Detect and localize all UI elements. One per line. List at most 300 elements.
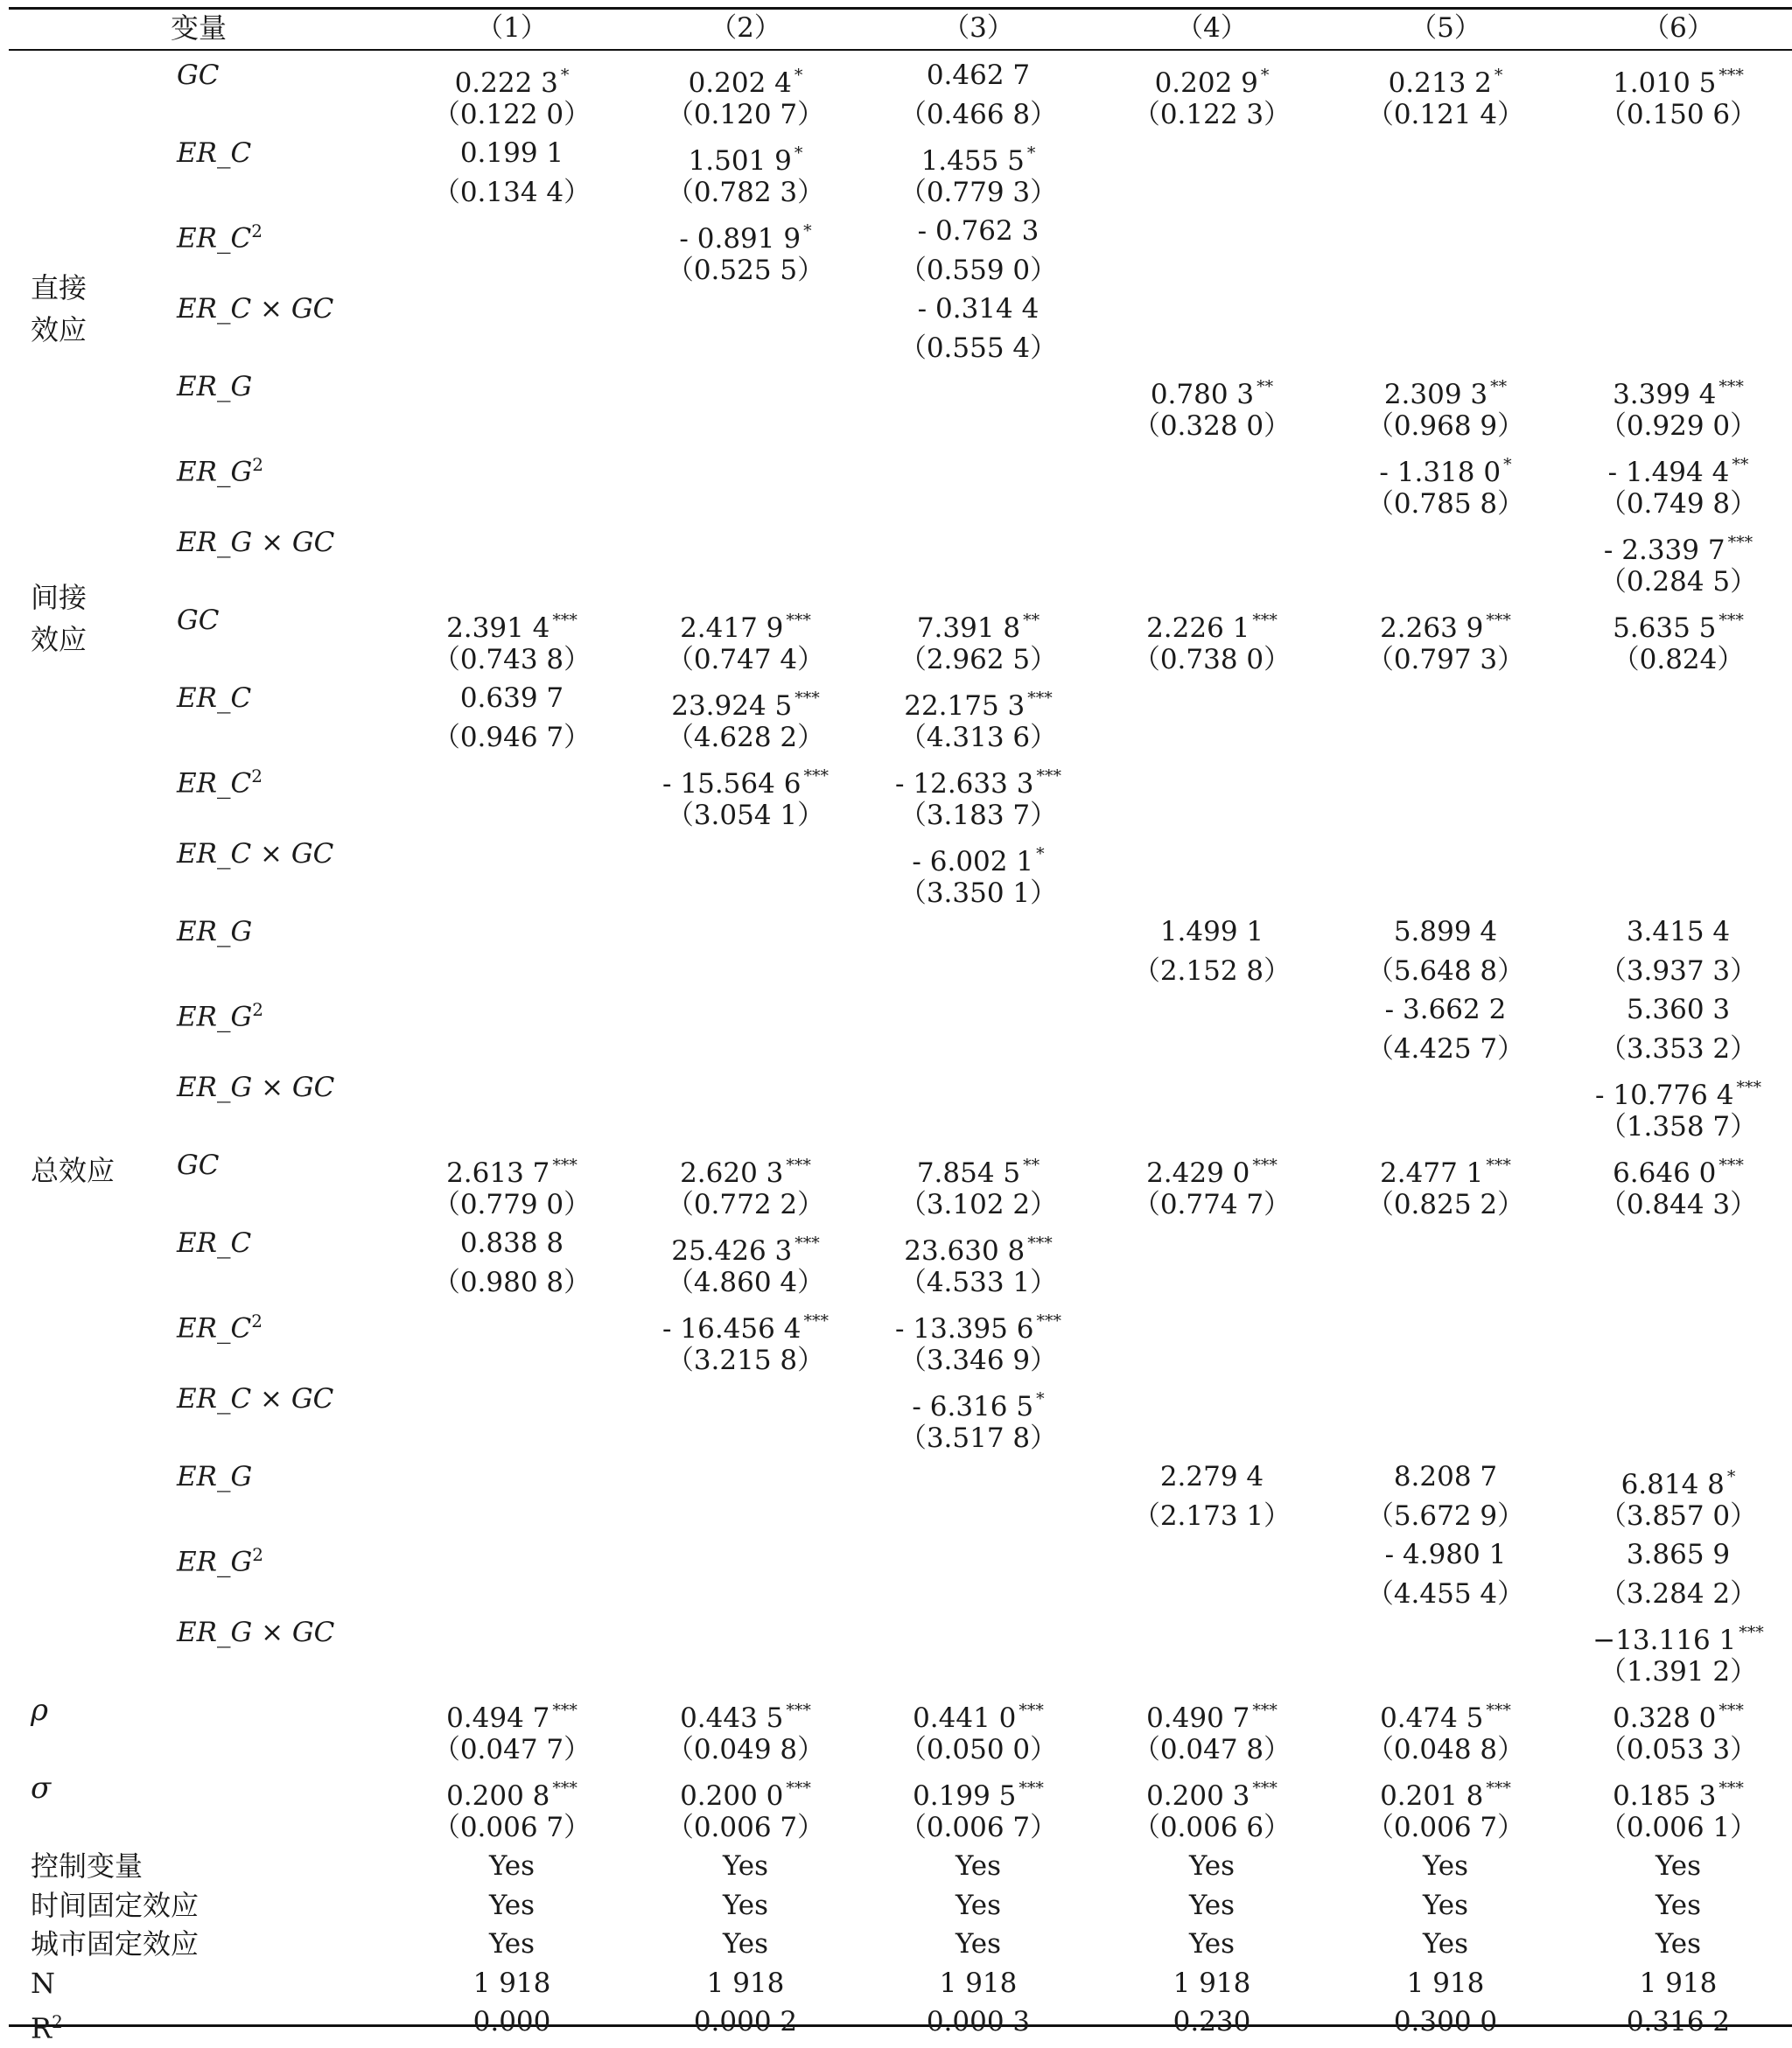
significance-stars: ** xyxy=(1023,611,1040,630)
stat-label: σ xyxy=(31,1771,52,1806)
coef-value: 1.010 5 xyxy=(1613,67,1717,99)
std-error-cell: （3.350 1） xyxy=(899,877,1058,909)
variable-text: ER_G xyxy=(177,1546,253,1578)
std-error-cell: （0.150 6） xyxy=(1599,98,1758,130)
stat-std-error-cell: （0.006 1） xyxy=(1599,1811,1758,1843)
std-error-cell: （4.425 7） xyxy=(1366,1032,1525,1065)
bottom-rule xyxy=(9,2024,1792,2027)
coef-value: 6.814 8 xyxy=(1620,1469,1725,1500)
std-error-cell: （0.824） xyxy=(1612,643,1745,675)
footer-value: Yes xyxy=(488,1889,536,1921)
footer-label-text: N xyxy=(31,1966,55,2000)
variable-name xyxy=(177,601,219,640)
coefficient-cell xyxy=(895,757,1061,800)
significance-stars: * xyxy=(1036,1389,1045,1408)
coefficient-cell xyxy=(460,134,564,172)
significance-stars: *** xyxy=(1252,1156,1278,1175)
coefficient-cell xyxy=(679,212,812,255)
footer-value: 1 918 xyxy=(1172,1967,1251,1999)
significance-stars: *** xyxy=(1018,1701,1044,1720)
footer-label-text: 控制变量 xyxy=(31,1849,144,1883)
coef-value: 0.201 8 xyxy=(1380,1780,1484,1812)
variable-text: ER_C × GC xyxy=(177,1383,334,1415)
variable-name xyxy=(177,1224,251,1262)
coef-value: 3.865 9 xyxy=(1626,1539,1731,1570)
coefficient-cell xyxy=(927,56,1030,94)
stat-coefficient-cell xyxy=(446,1691,578,1734)
std-error-cell: （0.122 3） xyxy=(1132,98,1292,130)
footer-label xyxy=(31,1925,199,1963)
variable-text: ER_G × GC xyxy=(177,1072,335,1103)
significance-stars: *** xyxy=(803,1311,829,1331)
footer-value: Yes xyxy=(488,1850,536,1882)
significance-stars: *** xyxy=(552,1701,578,1720)
coef-value: 1.499 1 xyxy=(1159,916,1264,947)
coefficient-cell xyxy=(454,56,570,99)
coef-value: 23.630 8 xyxy=(904,1235,1026,1267)
coefficient-cell xyxy=(895,1302,1061,1345)
coef-value: 2.263 9 xyxy=(1380,612,1484,644)
std-error-cell: （4.313 6） xyxy=(899,721,1058,753)
std-error-cell: （3.346 9） xyxy=(899,1344,1058,1376)
coef-value: 7.391 8 xyxy=(916,612,1021,644)
coef-value: 5.899 4 xyxy=(1393,916,1498,947)
coef-value: 0.462 7 xyxy=(926,59,1031,91)
stat-std-error-cell: （0.006 6） xyxy=(1132,1811,1292,1843)
significance-stars: *** xyxy=(1718,377,1744,396)
coefficient-cell xyxy=(1592,1613,1764,1656)
variable-text: ER_C xyxy=(177,682,252,714)
significance-stars: *** xyxy=(786,1779,811,1798)
footer-value: Yes xyxy=(955,1850,1002,1882)
stat-coefficient-cell xyxy=(1380,1691,1511,1734)
std-error-cell: （4.860 4） xyxy=(666,1266,825,1298)
coef-value: 23.924 5 xyxy=(671,690,793,722)
coefficient-cell xyxy=(1146,601,1278,644)
coefficient-cell xyxy=(446,1146,578,1189)
footer-value: Yes xyxy=(1188,1850,1236,1882)
coef-value: 5.635 5 xyxy=(1613,612,1717,644)
significance-stars: *** xyxy=(786,611,811,630)
significance-stars: *** xyxy=(1718,66,1744,85)
coef-value: 0.838 8 xyxy=(459,1227,564,1259)
footer-value: Yes xyxy=(722,1889,769,1921)
std-error-cell: （0.747 4） xyxy=(666,643,825,675)
stat-coefficient-cell xyxy=(1146,1769,1278,1812)
coef-value: 1.501 9 xyxy=(688,145,792,177)
std-error-cell: （0.738 0） xyxy=(1132,643,1292,675)
variable-name xyxy=(177,1535,263,1578)
coefficient-cell xyxy=(1627,1535,1730,1574)
variable-name xyxy=(177,1457,252,1496)
significance-stars: *** xyxy=(803,766,829,786)
footer-value: 0.000 2 xyxy=(693,2006,798,2038)
coef-value: - 0.891 9 xyxy=(679,223,802,255)
std-error-cell: （0.779 3） xyxy=(899,176,1058,208)
variable-text: ER_G xyxy=(177,371,253,402)
header-rule xyxy=(9,49,1792,51)
coefficient-cell xyxy=(1627,990,1730,1029)
footer-value: 0.000 3 xyxy=(926,2006,1031,2038)
std-error-cell: （3.517 8） xyxy=(899,1422,1058,1454)
std-error-cell: （0.525 5） xyxy=(666,254,825,286)
std-error-cell: （0.743 8） xyxy=(432,643,592,675)
significance-stars: *** xyxy=(1486,1779,1511,1798)
group-label-line: 效应 xyxy=(31,313,88,346)
stat-coefficient-cell xyxy=(680,1769,811,1812)
coef-value: - 16.456 4 xyxy=(662,1313,802,1345)
coef-value: 0.639 7 xyxy=(459,682,564,714)
stat-std-error-cell: （0.047 7） xyxy=(432,1733,592,1765)
footer-value: Yes xyxy=(1188,1889,1236,1921)
coefficient-cell xyxy=(1383,367,1508,410)
std-error-cell: （0.779 0） xyxy=(432,1188,592,1220)
coefficient-cell xyxy=(662,1302,829,1345)
significance-stars: *** xyxy=(1036,1311,1061,1331)
coefficient-cell xyxy=(662,757,829,800)
stat-label: ρ xyxy=(31,1693,48,1728)
significance-stars: *** xyxy=(1252,1701,1278,1720)
coefficient-cell xyxy=(1613,601,1744,644)
variable-text: GC xyxy=(177,59,220,91)
std-error-cell: （3.054 1） xyxy=(666,799,825,831)
significance-stars: ** xyxy=(1023,1156,1040,1175)
coefficient-cell xyxy=(916,1146,1040,1189)
coef-value: 0.494 7 xyxy=(446,1702,550,1734)
std-error-cell: （0.284 5） xyxy=(1599,565,1758,598)
coefficient-cell xyxy=(446,601,578,644)
significance-stars: * xyxy=(560,66,570,85)
std-error-cell: （3.215 8） xyxy=(666,1344,825,1376)
footer-value: 1 918 xyxy=(1639,1967,1718,1999)
coef-value: 6.646 0 xyxy=(1613,1157,1717,1189)
variable-name xyxy=(177,290,333,328)
significance-stars: * xyxy=(1503,455,1512,474)
variable-name xyxy=(177,1146,219,1185)
coef-value: - 4.980 1 xyxy=(1384,1539,1507,1570)
std-error-cell: （5.672 9） xyxy=(1366,1499,1525,1532)
std-error-cell: （0.328 0） xyxy=(1132,409,1292,442)
coef-value: 5.360 3 xyxy=(1626,994,1731,1025)
stat-coefficient-cell xyxy=(1146,1691,1278,1734)
coef-value: - 10.776 4 xyxy=(1595,1080,1734,1111)
coef-value: - 2.339 7 xyxy=(1603,535,1726,566)
coefficient-cell xyxy=(671,679,820,722)
coef-value: - 1.494 4 xyxy=(1607,457,1730,488)
footer-label-text: R xyxy=(31,2011,52,2045)
coefficient-cell xyxy=(1380,1146,1511,1189)
std-error-cell: （2.962 5） xyxy=(899,643,1058,675)
variable-exponent: 2 xyxy=(251,1311,262,1332)
coefficient-cell xyxy=(1613,1146,1744,1189)
coefficient-cell xyxy=(1394,1457,1497,1496)
coefficient-cell xyxy=(1146,1146,1278,1189)
std-error-cell: （0.122 0） xyxy=(432,98,592,130)
footer-value: Yes xyxy=(1655,1850,1702,1882)
variable-name xyxy=(177,1068,334,1107)
significance-stars: *** xyxy=(786,1701,811,1720)
stat-coefficient-cell xyxy=(1613,1691,1744,1734)
std-error-cell: （2.173 1） xyxy=(1132,1499,1292,1532)
coefficient-cell xyxy=(904,1224,1053,1267)
std-error-cell: （0.120 7） xyxy=(666,98,825,130)
header-column: （1） xyxy=(476,12,548,44)
variable-text: ER_G xyxy=(177,1461,253,1492)
std-error-cell: （0.782 3） xyxy=(666,176,825,208)
footer-value: 0.230 xyxy=(1172,2006,1251,2038)
stat-std-error-cell: （0.049 8） xyxy=(666,1733,825,1765)
coefficient-cell xyxy=(1607,445,1749,488)
group-label-line: 效应 xyxy=(31,623,88,656)
std-error-cell: （0.929 0） xyxy=(1599,409,1758,442)
significance-stars: *** xyxy=(1036,766,1061,786)
coef-value: −13.116 1 xyxy=(1592,1625,1737,1656)
coefficient-cell xyxy=(1154,56,1270,99)
significance-stars: ** xyxy=(1256,377,1274,396)
coef-value: - 13.395 6 xyxy=(895,1313,1034,1345)
coef-value: 25.426 3 xyxy=(671,1235,793,1267)
coefficient-cell xyxy=(688,56,803,99)
coef-value: 1.455 5 xyxy=(920,145,1025,177)
variable-text: GC xyxy=(177,1150,220,1181)
stat-coefficient-cell xyxy=(913,1691,1044,1734)
stat-coefficient-cell xyxy=(1380,1769,1511,1812)
std-error-cell: （1.391 2） xyxy=(1599,1655,1758,1688)
footer-value: Yes xyxy=(1655,1928,1702,1960)
coefficient-cell xyxy=(904,679,1053,722)
stat-std-error-cell: （0.053 3） xyxy=(1599,1733,1758,1765)
variable-text: ER_C xyxy=(177,767,252,800)
footer-value: 1 918 xyxy=(706,1967,785,1999)
coef-value: 0.222 3 xyxy=(454,67,558,99)
std-error-cell: （5.648 8） xyxy=(1366,954,1525,987)
footer-value: 1 918 xyxy=(1406,1967,1485,1999)
coefficient-cell xyxy=(460,679,564,717)
significance-stars: ** xyxy=(1490,377,1508,396)
stat-coefficient-cell xyxy=(680,1691,811,1734)
variable-text: ER_G × GC xyxy=(177,527,335,558)
variable-name xyxy=(177,445,263,488)
coef-value: 22.175 3 xyxy=(904,690,1026,722)
std-error-cell: （0.774 7） xyxy=(1132,1188,1292,1220)
coef-value: 0.185 3 xyxy=(1613,1780,1717,1812)
variable-name xyxy=(177,1302,262,1345)
coef-value: 2.279 4 xyxy=(1159,1461,1264,1492)
std-error-cell: （2.152 8） xyxy=(1132,954,1292,987)
std-error-cell: （4.533 1） xyxy=(899,1266,1058,1298)
coef-value: 0.199 5 xyxy=(913,1780,1017,1812)
footer-value: Yes xyxy=(1422,1850,1469,1882)
significance-stars: *** xyxy=(1252,1779,1278,1798)
variable-name xyxy=(177,757,262,800)
footer-value: 0.316 2 xyxy=(1626,2006,1731,2038)
variable-exponent: 2 xyxy=(252,999,263,1020)
variable-text: ER_C xyxy=(177,1227,252,1259)
footer-value: Yes xyxy=(1655,1889,1702,1921)
significance-stars: *** xyxy=(1486,611,1511,630)
significance-stars: *** xyxy=(1718,1779,1744,1798)
footer-value: Yes xyxy=(722,1928,769,1960)
variable-text: ER_G xyxy=(177,916,253,947)
stat-std-error-cell: （0.050 0） xyxy=(899,1733,1058,1765)
footer-label xyxy=(31,2003,63,2045)
footer-label xyxy=(31,1847,143,1885)
coef-value: 0.443 5 xyxy=(680,1702,784,1734)
coefficient-cell xyxy=(1620,1457,1736,1500)
std-error-cell: （0.555 4） xyxy=(899,332,1058,364)
std-error-cell: （0.844 3） xyxy=(1599,1188,1758,1220)
coef-value: 0.441 0 xyxy=(913,1702,1017,1734)
significance-stars: *** xyxy=(1727,533,1754,552)
variable-text: ER_G × GC xyxy=(177,1617,335,1648)
significance-stars: *** xyxy=(786,1156,811,1175)
coefficient-cell xyxy=(920,134,1036,177)
std-error-cell: （0.785 8） xyxy=(1366,487,1525,520)
coefficient-cell xyxy=(460,1224,564,1262)
coefficient-cell xyxy=(916,601,1040,644)
significance-stars: *** xyxy=(1027,1234,1053,1253)
footer-value: Yes xyxy=(1422,1928,1469,1960)
significance-stars: *** xyxy=(794,1234,820,1253)
coef-value: 2.391 4 xyxy=(446,612,550,644)
std-error-cell: （0.559 0） xyxy=(899,254,1058,286)
significance-stars: *** xyxy=(1018,1779,1044,1798)
footer-value: 1 918 xyxy=(472,1967,551,1999)
variable-exponent: 2 xyxy=(252,1544,263,1565)
coef-value: 0.200 3 xyxy=(1146,1780,1250,1812)
significance-stars: *** xyxy=(1486,1701,1511,1720)
std-error-cell: （0.968 9） xyxy=(1366,409,1525,442)
stat-std-error-cell: （0.047 8） xyxy=(1132,1733,1292,1765)
header-column: （2） xyxy=(710,12,781,44)
group-label-line: 总效应 xyxy=(31,1154,116,1187)
header-column: （4） xyxy=(1176,12,1248,44)
significance-stars: *** xyxy=(1736,1078,1761,1097)
footer-value: Yes xyxy=(488,1928,536,1960)
coef-value: - 3.662 2 xyxy=(1384,994,1507,1025)
variable-name xyxy=(177,367,252,406)
coefficient-cell xyxy=(918,290,1040,328)
coefficient-cell xyxy=(1394,912,1497,951)
coefficient-cell xyxy=(1150,367,1274,410)
variable-text: ER_C xyxy=(177,137,252,169)
std-error-cell: （0.980 8） xyxy=(432,1266,592,1298)
coefficient-cell xyxy=(912,1380,1045,1422)
variable-name xyxy=(177,912,252,951)
variable-text: ER_C × GC xyxy=(177,293,334,325)
coef-value: 0.490 7 xyxy=(1146,1702,1250,1734)
std-error-cell: （0.466 8） xyxy=(899,98,1058,130)
stat-coefficient-cell xyxy=(1613,1769,1744,1812)
significance-stars: *** xyxy=(1718,611,1744,630)
stat-std-error-cell: （0.048 8） xyxy=(1366,1733,1525,1765)
footer-label-exponent: 2 xyxy=(52,2011,63,2032)
coefficient-cell xyxy=(1595,1068,1761,1111)
coef-value: - 6.002 1 xyxy=(912,846,1034,877)
footer-label xyxy=(31,1886,199,1925)
footer-label-text: 城市固定效应 xyxy=(31,1927,200,1961)
significance-stars: ** xyxy=(1732,455,1749,474)
std-error-cell: （3.183 7） xyxy=(899,799,1058,831)
coef-value: 0.199 1 xyxy=(459,137,564,169)
top-rule xyxy=(9,7,1792,10)
std-error-cell: （0.749 8） xyxy=(1599,487,1758,520)
coefficient-cell xyxy=(918,212,1040,250)
variable-name xyxy=(177,523,334,562)
coef-value: - 15.564 6 xyxy=(662,768,802,800)
coef-value: 7.854 5 xyxy=(916,1157,1021,1189)
std-error-cell: （3.353 2） xyxy=(1599,1032,1758,1065)
significance-stars: *** xyxy=(1252,611,1278,630)
variable-name xyxy=(177,835,333,873)
std-error-cell: （0.134 4） xyxy=(432,176,592,208)
variable-name xyxy=(177,212,262,255)
significance-stars: * xyxy=(1494,66,1503,85)
coef-value: - 1.318 0 xyxy=(1379,457,1502,488)
stat-coefficient-cell xyxy=(913,1769,1044,1812)
variable-exponent: 2 xyxy=(251,220,262,241)
coefficient-cell xyxy=(1613,56,1744,99)
coef-value: 0.780 3 xyxy=(1150,379,1255,410)
coef-value: 2.477 1 xyxy=(1380,1157,1484,1189)
group-label-line: 直接 xyxy=(31,271,88,304)
footer-value: Yes xyxy=(1422,1889,1469,1921)
significance-stars: * xyxy=(1026,143,1036,163)
std-error-cell: （0.121 4） xyxy=(1366,98,1525,130)
coef-value: 2.226 1 xyxy=(1146,612,1250,644)
stat-std-error-cell: （0.006 7） xyxy=(432,1811,592,1843)
std-error-cell: （3.284 2） xyxy=(1599,1577,1758,1610)
significance-stars: *** xyxy=(1739,1623,1764,1642)
coef-value: 0.200 8 xyxy=(446,1780,550,1812)
coef-value: 2.620 3 xyxy=(680,1157,784,1189)
footer-label-text: 时间固定效应 xyxy=(31,1888,200,1922)
std-error-cell: （3.937 3） xyxy=(1599,954,1758,987)
variable-name xyxy=(177,990,263,1033)
coefficient-cell xyxy=(1380,601,1511,644)
variable-exponent: 2 xyxy=(251,765,262,786)
header-column: （5） xyxy=(1410,12,1481,44)
significance-stars: * xyxy=(1726,1467,1736,1486)
header-column: （6） xyxy=(1642,12,1714,44)
significance-stars: *** xyxy=(552,1156,578,1175)
variable-name xyxy=(177,679,251,717)
footer-value: Yes xyxy=(722,1850,769,1882)
variable-name xyxy=(177,134,251,172)
coefficient-cell xyxy=(680,1146,811,1189)
coef-value: 0.202 4 xyxy=(688,67,792,99)
std-error-cell: （1.358 7） xyxy=(1599,1110,1758,1143)
std-error-cell: （0.946 7） xyxy=(432,721,592,753)
coef-value: 0.202 9 xyxy=(1154,67,1258,99)
significance-stars: *** xyxy=(1027,688,1053,708)
coefficient-cell xyxy=(1603,523,1754,566)
significance-stars: * xyxy=(1036,844,1045,863)
footer-label xyxy=(31,1964,55,2003)
coef-value: - 12.633 3 xyxy=(895,768,1034,800)
significance-stars: *** xyxy=(552,1779,578,1798)
regression-table xyxy=(9,7,1792,2045)
variable-name xyxy=(177,1380,333,1418)
std-error-cell: （0.772 2） xyxy=(666,1188,825,1220)
coefficient-cell xyxy=(680,601,811,644)
significance-stars: *** xyxy=(1486,1156,1511,1175)
significance-stars: *** xyxy=(1718,1156,1744,1175)
significance-stars: *** xyxy=(1718,1701,1744,1720)
coef-value: 0.213 2 xyxy=(1388,67,1492,99)
coef-value: - 0.762 3 xyxy=(917,215,1040,247)
coef-value: 0.328 0 xyxy=(1613,1702,1717,1734)
